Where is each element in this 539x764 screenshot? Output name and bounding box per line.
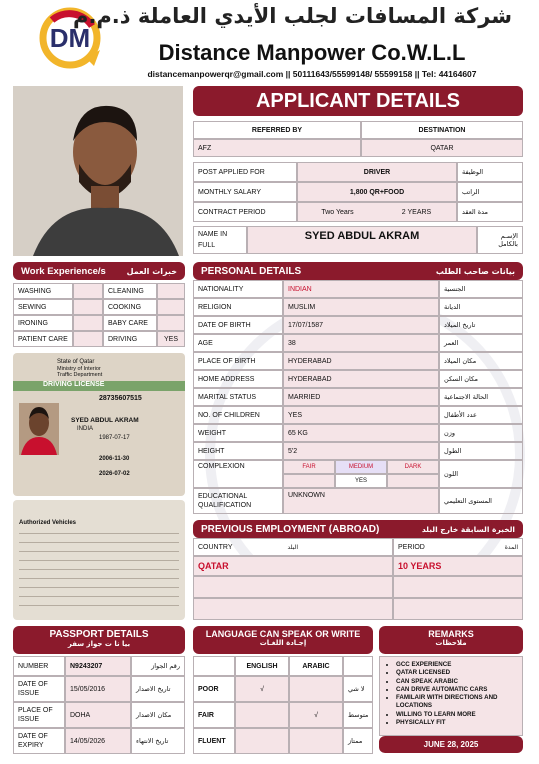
previous-employment-table	[193, 538, 523, 620]
passport-title: PASSPORT DETAILS	[49, 629, 149, 640]
previous-employment-title: PREVIOUS EMPLOYMENT (ABROAD)	[201, 523, 380, 535]
license-nat: INDIA	[77, 426, 94, 432]
language-corner	[193, 656, 235, 676]
language-level-label: FAIR	[193, 702, 235, 728]
personal-field-label: DATE OF BIRTH	[193, 316, 283, 334]
license-back-grid	[19, 530, 179, 614]
personal-details-table	[193, 280, 523, 514]
contract-arabic: مدة العقد	[457, 202, 523, 222]
personal-field-arabic: العمر	[439, 334, 523, 352]
language-level-label: POOR	[193, 676, 235, 702]
work-skill-label: PATIENT CARE	[13, 331, 73, 347]
work-skill-label: DRIVING	[103, 331, 157, 347]
destination-label: DESTINATION	[361, 121, 523, 139]
work-skill-value	[73, 299, 103, 315]
personal-field-value: 5'2	[283, 442, 439, 460]
remarks-item: • CAN SPEAK ARABIC	[396, 678, 522, 686]
personal-details-title-arabic: بيانات صاحب الطلب	[435, 266, 515, 276]
passport-field-arabic: تاريخ الاصدار	[131, 676, 185, 702]
previous-country-header	[193, 538, 393, 556]
complexion-option-fair: FAIR	[283, 460, 335, 474]
previous-country-empty	[193, 576, 393, 598]
personal-field-arabic: الجنسية	[439, 280, 523, 298]
language-title-arabic: إجـادة اللغـات	[259, 639, 307, 647]
passport-field-value: DOHA	[65, 702, 131, 728]
passport-field-value: 15/05/2016	[65, 676, 131, 702]
work-skill-value	[73, 283, 103, 299]
driving-license-front	[13, 353, 185, 496]
complexion-dark-check	[387, 474, 439, 488]
remarks-item: • CAN DRIVE AUTOMATIC CARS	[396, 686, 522, 694]
personal-field-value: INDIAN	[283, 280, 439, 298]
personal-field-arabic: مكان الميلاد	[439, 352, 523, 370]
language-level-arabic: ممتاز	[343, 728, 373, 754]
work-skill-value	[157, 299, 185, 315]
language-english-check: √	[235, 676, 289, 702]
previous-period-value: 10 YEARS	[393, 556, 523, 576]
previous-period-empty	[393, 576, 523, 598]
passport-field-value: N9243207	[65, 656, 131, 676]
person-photo-icon	[13, 86, 183, 256]
education-value: UNKNOWN	[283, 488, 439, 514]
previous-period-label: PERIOD	[398, 543, 425, 551]
license-dob: 1987-07-17	[99, 435, 130, 441]
date-value: JUNE 28, 2025	[423, 740, 479, 749]
personal-field-label: WEIGHT	[193, 424, 283, 442]
previous-employment-title-bar	[193, 520, 523, 538]
license-first-issue: 2006-11-30	[99, 456, 130, 462]
language-arabic-check	[289, 728, 343, 754]
license-title: DRIVING LICENSE	[13, 381, 185, 391]
complexion-option-dark: DARK	[387, 460, 439, 474]
previous-employment-title-arabic: الخبرة السابقة خارج البلد	[421, 524, 515, 534]
remarks-item: • QATAR LICENSED	[396, 669, 522, 677]
license-ministry: Ministry of Interior	[57, 366, 101, 372]
work-skill-value	[157, 315, 185, 331]
passport-field-label: DATE OF EXPIRY	[13, 728, 65, 754]
remarks-item: • WILLING TO LEARN MORE	[396, 711, 522, 719]
language-title: LANGUAGE CAN SPEAK OR WRITE	[205, 629, 361, 639]
passport-title-bar	[13, 626, 185, 654]
full-name-value: SYED ABDUL AKRAM	[247, 226, 477, 254]
post-applied-arabic: الوظيفة	[457, 162, 523, 182]
company-name-english: Distance Manpower Co.W.L.L	[158, 40, 466, 65]
passport-field-label: DATE OF ISSUE	[13, 676, 65, 702]
destination-value: QATAR	[361, 139, 523, 157]
complexion-fair-check	[283, 474, 335, 488]
license-back-title: Authorized Vehicles	[19, 520, 77, 526]
personal-field-label: AGE	[193, 334, 283, 352]
personal-field-arabic: الديانة	[439, 298, 523, 316]
date-badge	[379, 736, 523, 753]
applicant-details-title: APPLICANT DETAILS	[255, 89, 461, 112]
personal-field-arabic: الطول	[439, 442, 523, 460]
remarks-list	[380, 661, 522, 727]
language-arabic-check: √	[289, 702, 343, 728]
applicant-details-title-bar	[193, 86, 523, 116]
license-number: 28735607515	[99, 395, 142, 402]
passport-field-arabic: مكان الاصدار	[131, 702, 185, 728]
passport-field-arabic: رقم الجواز	[131, 656, 185, 676]
personal-field-value: 17/07/1587	[283, 316, 439, 334]
work-skill-label: IRONING	[13, 315, 73, 331]
contract-value-text: Two Years	[297, 202, 377, 222]
work-skill-value: YES	[157, 331, 185, 347]
language-level-arabic: لا شي	[343, 676, 373, 702]
language-english-check	[235, 702, 289, 728]
complexion-label: COMPLEXION	[193, 460, 283, 488]
salary-value: 1,800 QR+FOOD	[297, 182, 457, 202]
previous-period-empty	[393, 598, 523, 620]
contract-label: CONTRACT PERIOD	[193, 202, 297, 222]
personal-field-label: MARITAL STATUS	[193, 388, 283, 406]
license-country: State of Qatar	[57, 359, 95, 365]
personal-field-value: MARRIED	[283, 388, 439, 406]
personal-field-arabic: عدد الأطفال	[439, 406, 523, 424]
company-name-arabic: شركة المسافات لجلب الأيدي العاملة ذ.م.م	[73, 4, 512, 28]
personal-field-arabic: وزن	[439, 424, 523, 442]
work-experience-title-arabic: خبرات العمل	[126, 266, 177, 276]
passport-field-label: NUMBER	[13, 656, 65, 676]
remarks-title-bar	[379, 626, 523, 654]
work-skill-label: SEWING	[13, 299, 73, 315]
salary-label: MONTHLY SALARY	[193, 182, 297, 202]
personal-field-value: MUSLIM	[283, 298, 439, 316]
personal-field-arabic: الحالة الاجتماعية	[439, 388, 523, 406]
work-skill-label: BABY CARE	[103, 315, 157, 331]
license-person-icon	[19, 403, 59, 455]
personal-field-label: RELIGION	[193, 298, 283, 316]
personal-field-label: NATIONALITY	[193, 280, 283, 298]
personal-field-value: 65 KG	[283, 424, 439, 442]
previous-country-arabic: البلد	[287, 543, 298, 551]
remarks-box	[379, 656, 523, 736]
full-name-label: NAME IN FULL	[193, 226, 247, 254]
remarks-title-arabic: ملاحظات	[435, 639, 467, 647]
svg-text:DM: DM	[49, 23, 91, 53]
language-arabic-header: ARABIC	[289, 656, 343, 676]
language-title-bar	[193, 626, 373, 654]
language-level-label: FLUENT	[193, 728, 235, 754]
license-name: SYED ABDUL AKRAM	[71, 417, 139, 424]
remarks-item: • PHYSICALLY FIT	[396, 719, 522, 727]
license-photo	[19, 403, 59, 455]
license-dept: Traffic Department	[57, 372, 103, 378]
referred-by-label: REFERRED BY	[193, 121, 361, 139]
contract-value-years: 2 YEARS	[377, 202, 457, 222]
passport-field-arabic: تاريخ الانتهاء	[131, 728, 185, 754]
personal-details-title: PERSONAL DETAILS	[201, 265, 302, 277]
personal-field-arabic: مكان السكن	[439, 370, 523, 388]
education-label: EDUCATIONAL QUALIFICATION	[193, 488, 283, 514]
personal-field-label: NO. OF CHILDREN	[193, 406, 283, 424]
complexion-arabic: اللون	[439, 460, 523, 488]
work-skill-value	[73, 315, 103, 331]
complexion-option-medium: MEDIUM	[335, 460, 387, 474]
passport-title-arabic: بيا نا ت جواز سفر	[67, 640, 131, 648]
language-english-check	[235, 728, 289, 754]
company-contact: distancemanpowerqr@gmail.com || 50111643/55599148/ 55599158 || Tel: 44164607	[147, 69, 477, 79]
post-applied-value: DRIVER	[297, 162, 457, 182]
referred-by-value: AFZ	[193, 139, 361, 157]
personal-field-label: PLACE OF BIRTH	[193, 352, 283, 370]
remarks-item: • GCC EXPERIENCE	[396, 661, 522, 669]
personal-field-value: 38	[283, 334, 439, 352]
personal-field-value: HYDERABAD	[283, 370, 439, 388]
personal-details-title-bar	[193, 262, 523, 280]
previous-period-arabic: المدة	[504, 543, 518, 551]
passport-table	[13, 656, 185, 756]
previous-period-header	[393, 538, 523, 556]
applicant-photo	[13, 86, 183, 256]
work-skill-label: WASHING	[13, 283, 73, 299]
work-experience-title: Work Experience/s	[21, 265, 106, 277]
education-arabic: المستوى التعليمي	[439, 488, 523, 514]
passport-field-label: PLACE OF ISSUE	[13, 702, 65, 728]
work-experience-table	[13, 283, 185, 347]
driving-license-back	[13, 500, 185, 620]
full-name-arabic: الإسـم بالكامل	[477, 226, 523, 254]
post-applied-label: POST APPLIED FOR	[193, 162, 297, 182]
complexion-medium-check: YES	[335, 474, 387, 488]
language-table	[193, 656, 373, 756]
personal-field-value: YES	[283, 406, 439, 424]
work-skill-label: COOKING	[103, 299, 157, 315]
work-experience-title-bar	[13, 262, 185, 280]
passport-field-value: 14/05/2026	[65, 728, 131, 754]
work-skill-label: CLEANING	[103, 283, 157, 299]
work-skill-value	[157, 283, 185, 299]
personal-field-arabic: تاريخ الميلاد	[439, 316, 523, 334]
previous-country-empty	[193, 598, 393, 620]
personal-field-label: HOME ADDRESS	[193, 370, 283, 388]
personal-field-label: HEIGHT	[193, 442, 283, 460]
language-corner-ar	[343, 656, 373, 676]
previous-country-value: QATAR	[193, 556, 393, 576]
language-english-header: ENGLISH	[235, 656, 289, 676]
personal-field-value: HYDERABAD	[283, 352, 439, 370]
license-validity: 2026-07-02	[99, 471, 130, 477]
work-skill-value	[73, 331, 103, 347]
salary-arabic: الراتب	[457, 182, 523, 202]
previous-country-label: COUNTRY	[198, 543, 233, 551]
language-level-arabic: متوسط	[343, 702, 373, 728]
language-arabic-check	[289, 676, 343, 702]
remarks-item: • FAMILAIR WITH DIRECTIONS AND LOCATIONS	[396, 694, 522, 711]
remarks-title: REMARKS	[428, 629, 474, 639]
